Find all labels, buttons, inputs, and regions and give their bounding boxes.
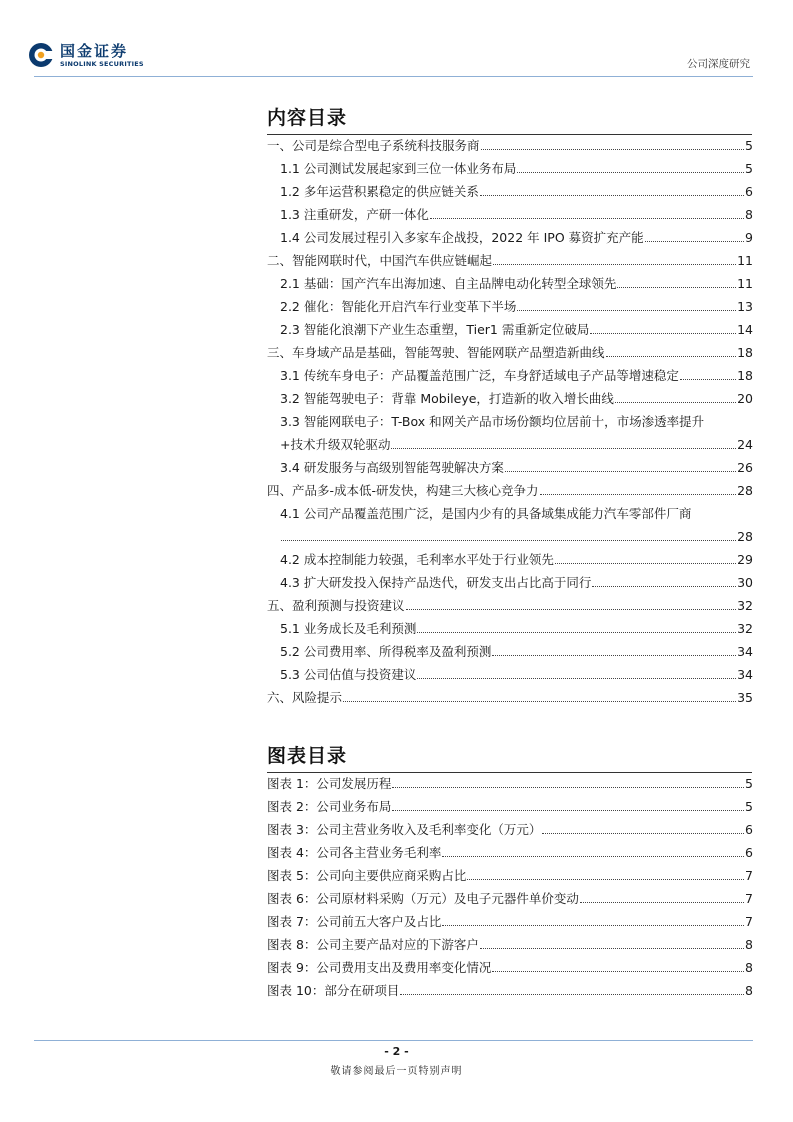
figure-entry[interactable] xyxy=(267,774,753,792)
figure-entry-text: 图表 10：部分在研项目 xyxy=(267,983,400,998)
leader-dots xyxy=(493,264,736,265)
toc-entry[interactable] xyxy=(267,596,753,614)
toc-entry-text: 5.3 公司估值与投资建议 xyxy=(280,667,417,682)
leader-dots xyxy=(606,356,737,357)
leader-dots xyxy=(467,879,744,880)
leader-dots xyxy=(517,172,744,173)
toc-entry-text: 三、车身域产品是基础，智能驾驶、智能网联产品塑造新曲线 xyxy=(267,345,605,360)
toc-entry[interactable] xyxy=(280,389,753,407)
toc-entry-text: 1.4 公司发展过程引入多家车企战投，2022 年 IPO 募资扩充产能 xyxy=(280,230,644,245)
toc-entry[interactable] xyxy=(280,320,753,338)
leader-dots xyxy=(680,379,736,380)
toc-entry-text: 2.3 智能化浪潮下产业生态重塑，Tier1 需重新定位破局 xyxy=(280,322,590,337)
toc-entry[interactable] xyxy=(280,274,753,292)
figure-entry-text: 图表 8：公司主要产品对应的下游客户 xyxy=(267,937,479,952)
toc-entry[interactable] xyxy=(280,573,753,591)
toc-entry[interactable] xyxy=(267,481,753,499)
figure-entry[interactable] xyxy=(267,866,753,884)
toc-entry-text: 3.4 研发服务与高级别智能驾驶解决方案 xyxy=(280,460,504,475)
leader-dots xyxy=(540,494,737,495)
toc-entry[interactable] xyxy=(280,159,753,177)
figure-entry-text: 图表 5：公司向主要供应商采购占比 xyxy=(267,868,467,883)
figure-entry-page: 7 xyxy=(745,891,753,906)
figure-entry[interactable] xyxy=(267,820,753,838)
toc-entry-page: 34 xyxy=(737,667,753,682)
toc-entry-page: 18 xyxy=(737,368,753,383)
leader-dots xyxy=(480,195,744,196)
toc-entry-page: 20 xyxy=(737,391,753,406)
toc-entry[interactable] xyxy=(280,366,753,384)
toc-entry-text: 1.1 公司测试发展起家到三位一体业务布局 xyxy=(280,161,517,176)
figure-entry-page: 8 xyxy=(745,937,753,952)
toc-entry[interactable] xyxy=(280,550,753,568)
contents-title: 内容目录 xyxy=(267,107,348,129)
footer-divider xyxy=(34,1040,753,1041)
toc-entry-text: 五、盈利预测与投资建议 xyxy=(267,598,405,613)
company-logo xyxy=(28,42,144,68)
toc-entry-text: 四、产品多-成本低-研发快，构建三大核心竞争力 xyxy=(267,483,539,498)
figure-entry-page: 7 xyxy=(745,914,753,929)
toc-entry-text: 4.2 成本控制能力较强，毛利率水平处于行业领先 xyxy=(280,552,554,567)
leader-dots xyxy=(442,856,744,857)
toc-entry-page: 18 xyxy=(737,345,753,360)
figure-entry-page: 8 xyxy=(745,960,753,975)
toc-entry[interactable] xyxy=(280,665,753,683)
leader-dots xyxy=(343,701,736,702)
leader-dots xyxy=(442,925,744,926)
toc-entry-page: 28 xyxy=(737,483,753,498)
leader-dots xyxy=(505,471,736,472)
toc-entry-text: 3.1 传统车身电子：产品覆盖范围广泛，车身舒适域电子产品等增速稳定 xyxy=(280,368,679,383)
toc-entry-continuation[interactable] xyxy=(280,527,753,545)
leader-dots xyxy=(617,287,736,288)
toc-entry-page: 11 xyxy=(737,253,753,268)
leader-dots xyxy=(281,540,736,541)
toc-entry-text: 六、风险提示 xyxy=(267,690,343,705)
toc-entry-page: 6 xyxy=(745,184,753,199)
figure-entry-page: 6 xyxy=(745,822,753,837)
toc-entry-text: 5.1 业务成长及毛利预测 xyxy=(280,621,417,636)
figure-entry-page: 7 xyxy=(745,868,753,883)
leader-dots xyxy=(392,787,744,788)
leader-dots xyxy=(542,833,744,834)
toc-entry[interactable] xyxy=(267,136,753,154)
toc-entry-text: 4.3 扩大研发投入保持产品迭代，研发支出占比高于同行 xyxy=(280,575,592,590)
toc-entry-text: 一、公司是综合型电子系统科技服务商 xyxy=(267,138,480,153)
figure-entry-page: 8 xyxy=(745,983,753,998)
toc-entry[interactable] xyxy=(267,688,753,706)
figure-entry-page: 5 xyxy=(745,776,753,791)
toc-entry-wrapped[interactable] xyxy=(280,412,753,430)
leader-dots xyxy=(615,402,736,403)
leader-dots xyxy=(645,241,744,242)
leader-dots xyxy=(555,563,736,564)
toc-entry-page: 35 xyxy=(737,690,753,705)
toc-entry-page: 11 xyxy=(737,276,753,291)
figure-entry[interactable] xyxy=(267,935,753,953)
toc-entry[interactable] xyxy=(280,642,753,660)
leader-dots xyxy=(480,948,744,949)
figure-entry[interactable] xyxy=(267,912,753,930)
leader-dots xyxy=(492,971,744,972)
toc-entry-page: 24 xyxy=(737,437,753,452)
disclaimer-notice: 敬请参阅最后一页特别声明 xyxy=(330,1066,463,1077)
toc-entry[interactable] xyxy=(280,297,753,315)
leader-dots xyxy=(391,448,736,449)
figure-entry-page: 6 xyxy=(745,845,753,860)
toc-entry-text: 3.3 智能网联电子：T-Box 和网关产品市场份额均位居前十，市场渗透率提升 xyxy=(280,414,705,429)
toc-entry-text: 二、智能网联时代，中国汽车供应链崛起 xyxy=(267,253,493,268)
toc-entry-page: 30 xyxy=(737,575,753,590)
leader-dots xyxy=(400,994,744,995)
contents-title-rule xyxy=(267,134,752,135)
toc-entry[interactable] xyxy=(280,228,753,246)
toc-entry-page: 28 xyxy=(737,529,753,544)
toc-entry-page: 26 xyxy=(737,460,753,475)
figure-entry-text: 图表 2：公司业务布局 xyxy=(267,799,392,814)
toc-entry-page: 13 xyxy=(737,299,753,314)
leader-dots xyxy=(590,333,736,334)
sinolink-logo-icon xyxy=(28,42,54,68)
figure-entry[interactable] xyxy=(267,889,753,907)
toc-entry-page: 8 xyxy=(745,207,753,222)
toc-entry-page: 9 xyxy=(745,230,753,245)
page-header xyxy=(28,42,750,76)
leader-dots xyxy=(417,678,736,679)
toc-entry-text: 1.2 多年运营积累稳定的供应链关系 xyxy=(280,184,479,199)
figure-entry-text: 图表 1：公司发展历程 xyxy=(267,776,392,791)
leader-dots xyxy=(517,310,736,311)
toc-entry[interactable] xyxy=(280,619,753,637)
figure-entry-page: 5 xyxy=(745,799,753,814)
toc-entry-continuation[interactable] xyxy=(280,435,753,453)
leader-dots xyxy=(492,655,736,656)
figure-entry[interactable] xyxy=(267,843,753,861)
toc-entry-page: 14 xyxy=(737,322,753,337)
page-number: - 2 - xyxy=(384,1045,409,1058)
toc-entry-wrapped[interactable] xyxy=(280,504,753,522)
figure-entry-text: 图表 7：公司前五大客户及占比 xyxy=(267,914,442,929)
toc-entry-page: 32 xyxy=(737,598,753,613)
toc-entry-page: 29 xyxy=(737,552,753,567)
leader-dots xyxy=(580,902,744,903)
logo-chinese-name: 国金证券 xyxy=(60,41,129,60)
figure-entry-text: 图表 3：公司主营业务收入及毛利率变化（万元） xyxy=(267,822,542,837)
toc-entry-page: 32 xyxy=(737,621,753,636)
leader-dots xyxy=(392,810,744,811)
toc-entry-text: 2.2 催化：智能化开启汽车行业变革下半场 xyxy=(280,299,517,314)
figure-entry[interactable] xyxy=(267,797,753,815)
figure-entry[interactable] xyxy=(267,981,753,999)
document-type-label: 公司深度研究 xyxy=(687,58,750,70)
leader-dots xyxy=(430,218,744,219)
leader-dots xyxy=(417,632,736,633)
figures-title: 图表目录 xyxy=(267,745,348,767)
figures-title-rule xyxy=(267,772,752,773)
figure-entry-text: 图表 9：公司费用支出及费用率变化情况 xyxy=(267,960,492,975)
figure-entry-text: 图表 6：公司原材料采购（万元）及电子元器件单价变动 xyxy=(267,891,579,906)
toc-entry-text: 1.3 注重研发，产研一体化 xyxy=(280,207,429,222)
leader-dots xyxy=(592,586,736,587)
toc-entry[interactable] xyxy=(280,205,753,223)
logo-english-name: SINOLINK SECURITIES xyxy=(60,59,144,68)
figure-entry-text: 图表 4：公司各主营业务毛利率 xyxy=(267,845,442,860)
toc-entry[interactable] xyxy=(280,182,753,200)
leader-dots xyxy=(406,609,737,610)
toc-entry-text: 5.2 公司费用率、所得税率及盈利预测 xyxy=(280,644,492,659)
toc-entry-page: 34 xyxy=(737,644,753,659)
toc-entry-text: +技术升级双轮驱动 xyxy=(280,437,391,452)
toc-entry-text: 3.2 智能驾驶电子：背靠 Mobileye，打造新的收入增长曲线 xyxy=(280,391,614,406)
toc-entry-text: 4.1 公司产品覆盖范围广泛，是国内少有的具备域集成能力汽车零部件厂商 xyxy=(280,506,692,521)
toc-entry[interactable] xyxy=(280,458,753,476)
toc-entry[interactable] xyxy=(267,251,753,269)
toc-entry-text: 2.1 基础：国产汽车出海加速、自主品牌电动化转型全球领先 xyxy=(280,276,617,291)
leader-dots xyxy=(481,149,745,150)
figure-entry[interactable] xyxy=(267,958,753,976)
toc-entry[interactable] xyxy=(267,343,753,361)
toc-entry-page: 5 xyxy=(745,161,753,176)
toc-entry-page: 5 xyxy=(745,138,753,153)
header-divider xyxy=(34,76,753,77)
